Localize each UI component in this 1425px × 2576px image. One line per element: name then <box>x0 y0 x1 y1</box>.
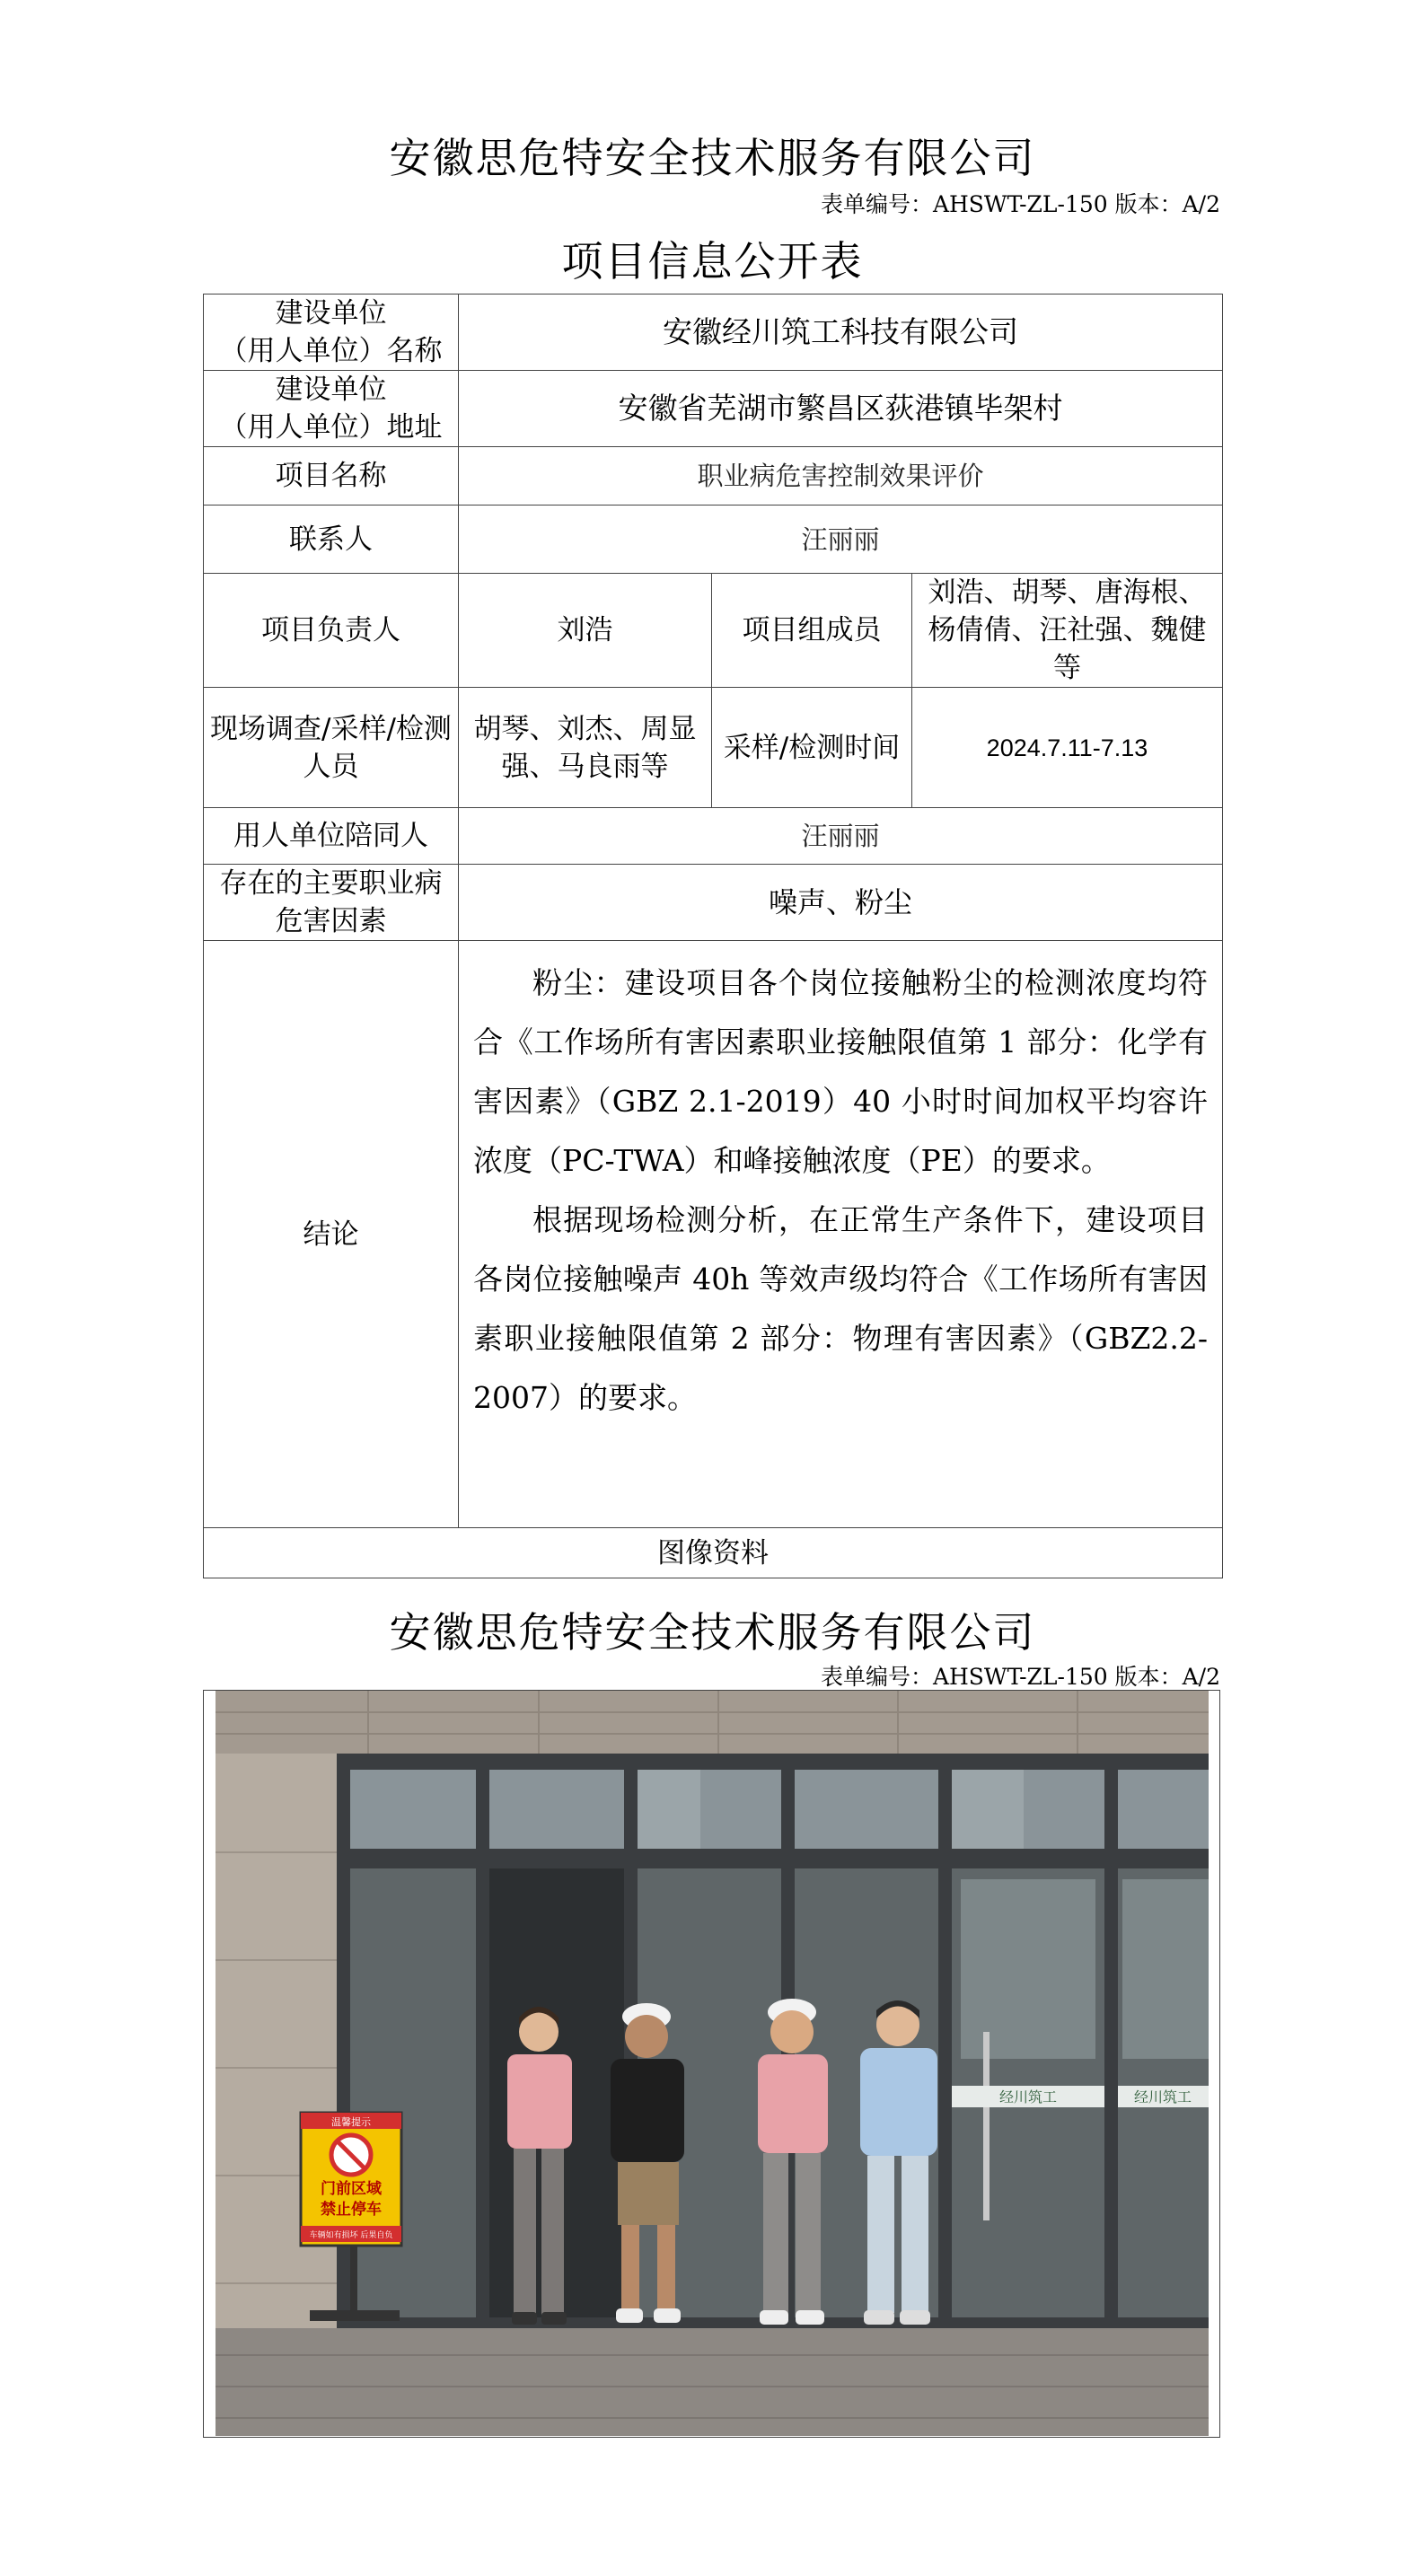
leader-label: 项目负责人 <box>204 574 459 688</box>
company-title: 安徽思危特安全技术服务有限公司 <box>389 134 1036 182</box>
table-row <box>204 808 1223 865</box>
conclusion-paragraph: 根据现场检测分析，在正常生产条件下，建设项目各岗位接触噪声 40h 等效声级均符合《工作场所有害因素职业接触限值第 2 部分：物理有害因素》（GBZ2.2-2007）的要求。 <box>473 1202 1209 1415</box>
employer-address-value: 安徽省芜湖市繁昌区荻港镇毕架村 <box>459 371 1223 447</box>
contact-label: 联系人 <box>204 506 459 574</box>
sign-bottom-text: 车辆如有损坏 后果自负 <box>309 2231 393 2240</box>
project-name-label: 项目名称 <box>204 447 459 506</box>
escort-value: 汪丽丽 <box>459 808 1223 865</box>
contact-value: 汪丽丽 <box>459 506 1223 574</box>
hazards-value: 噪声、粉尘 <box>459 865 1223 941</box>
site-photo-illustration <box>216 1691 1209 2436</box>
sign-top-text: 温馨提示 <box>331 2116 371 2128</box>
escort-label: 用人单位陪同人 <box>204 808 459 865</box>
sampling-time-label: 采样/检测时间 <box>712 688 912 808</box>
sign-line-1: 门前区域 <box>321 2180 382 2198</box>
wall-brand: 经川筑工 <box>1133 2088 1192 2106</box>
hazards-label: 存在的主要职业病危害因素 <box>204 865 459 941</box>
project-info-table <box>203 294 1223 1578</box>
conclusion-label: 结论 <box>204 941 459 1528</box>
table-row <box>204 506 1223 574</box>
table-row <box>204 295 1223 371</box>
table-row <box>204 371 1223 447</box>
members-label: 项目组成员 <box>712 574 912 688</box>
images-label: 图像资料 <box>204 1528 1223 1578</box>
project-name-value: 职业病危害控制效果评价 <box>459 447 1223 506</box>
form-code: 表单编号：AHSWT-ZL-150 版本：A/2 <box>820 1664 1220 1690</box>
members-value: 刘浩、胡琴、唐海根、杨倩倩、汪社强、魏健等 <box>912 574 1223 688</box>
table-row <box>204 865 1223 941</box>
employer-address-label: 建设单位 （用人单位）地址 <box>204 371 459 447</box>
table-row <box>204 1528 1223 1578</box>
sampling-time-value: 2024.7.11-7.13 <box>912 688 1223 808</box>
conclusion-text <box>459 941 1223 1528</box>
table-row <box>204 447 1223 506</box>
employer-name-value: 安徽经川筑工科技有限公司 <box>459 295 1223 371</box>
site-photo <box>203 1690 1220 2438</box>
employer-name-label: 建设单位 （用人单位）名称 <box>204 295 459 371</box>
company-title: 安徽思危特安全技术服务有限公司 <box>389 1608 1036 1657</box>
conclusion-paragraph: 粉尘：建设项目各个岗位接触粉尘的检测浓度均符合《工作场所有害因素职业接触限值第 1 部分：化学有害因素》（GBZ 2.1-2019）40 小时时间加权平均容许浓度（PC-TWA）和峰接触浓度（PE）的要求。 <box>473 965 1209 1178</box>
table-row <box>204 941 1223 1528</box>
form-code: 表单编号：AHSWT-ZL-150 版本：A/2 <box>820 191 1220 217</box>
table-row <box>204 688 1223 808</box>
table-row <box>204 574 1223 688</box>
leader-value: 刘浩 <box>459 574 712 688</box>
document-title: 项目信息公开表 <box>561 237 864 286</box>
surveyors-label: 现场调查/采样/检测人员 <box>204 688 459 808</box>
surveyors-value: 胡琴、刘杰、周显强、马良雨等 <box>459 688 712 808</box>
sign-line-2: 禁止停车 <box>321 2201 382 2219</box>
door-brand: 经川筑工 <box>998 2088 1058 2106</box>
